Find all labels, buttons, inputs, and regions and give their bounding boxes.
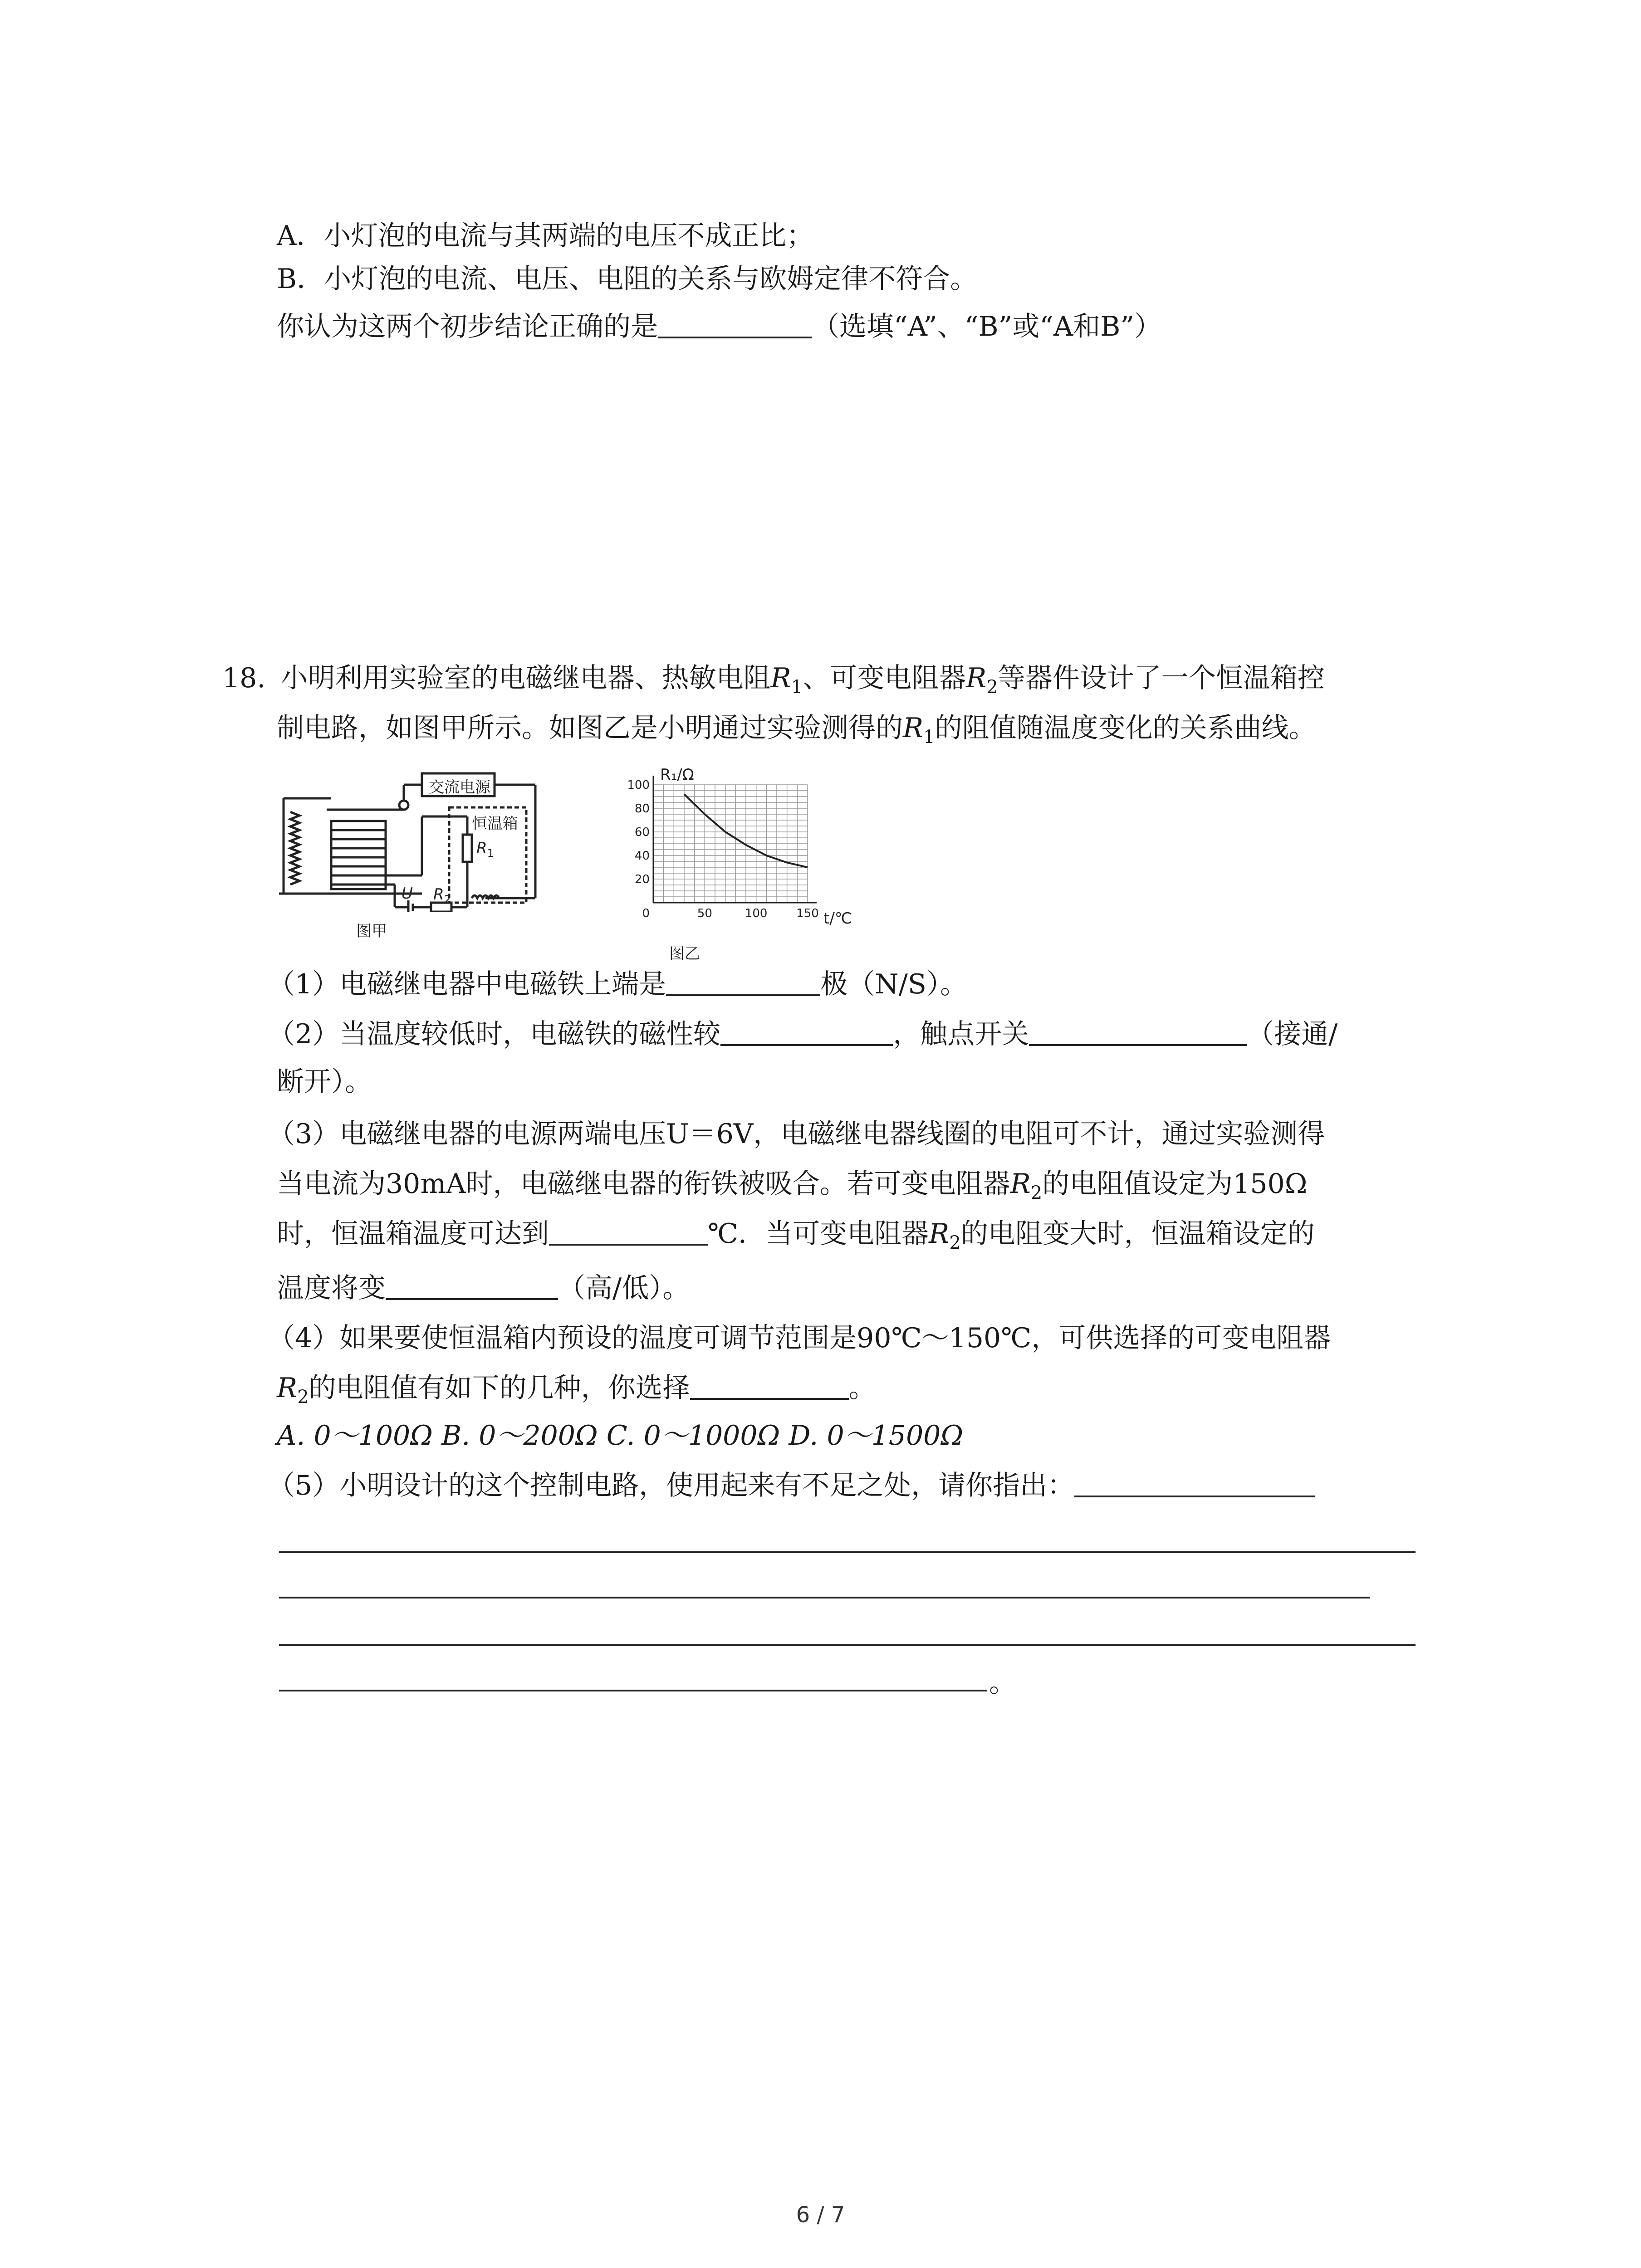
q18-part3-line1: （3）电磁继电器的电源两端电压U＝6V，电磁继电器线圈的电阻可不计，通过实验测得 bbox=[268, 1118, 1325, 1150]
y-tick-label: 40 bbox=[634, 849, 650, 863]
q18-part3-line2 bbox=[277, 1166, 1308, 1211]
q18-part3-line4 bbox=[277, 1270, 690, 1306]
q18-part4-line1: （4）如果要使恒温箱内预设的温度可调节范围是90℃～150℃，可供选择的可变电阻器 bbox=[268, 1322, 1331, 1354]
part3-c-tail: 的电阻变大时，恒温箱设定的 bbox=[960, 1218, 1315, 1250]
part2-hint: （接通/ bbox=[1247, 1018, 1338, 1050]
answer-line-2[interactable] bbox=[279, 1597, 1370, 1598]
prev-question-text: 你认为这两个初步结论正确的是 bbox=[277, 311, 658, 342]
power-supply-label: 交流电源 bbox=[429, 778, 490, 797]
figure-b-chart bbox=[622, 766, 852, 963]
part1-hint: 极（N/S）。 bbox=[820, 968, 968, 1000]
r1-temperature-chart bbox=[622, 767, 848, 930]
part2-text: （2）当温度较低时，电磁铁的磁性较 bbox=[268, 1018, 721, 1050]
conclusion-b: B．小灯泡的电流、电压、电阻的关系与欧姆定律不符合。 bbox=[277, 263, 978, 295]
r2-symbol-3: R bbox=[1010, 1168, 1031, 1200]
q18-part4-line2 bbox=[277, 1370, 876, 1415]
r1-subscript: 1 bbox=[791, 677, 803, 698]
figure-a-circuit bbox=[272, 762, 563, 940]
part3-c-mid: ℃．当可变电阻器 bbox=[708, 1218, 929, 1250]
chart-y-label: R₁/Ω bbox=[660, 766, 694, 784]
answer-blank-pole[interactable] bbox=[666, 967, 820, 996]
answer-blank-resistor-choice[interactable] bbox=[690, 1371, 849, 1400]
part3-d-hint: （高/低）。 bbox=[558, 1272, 690, 1304]
q18-part1 bbox=[268, 966, 967, 1002]
q18-part4-options: A. 0～100Ω B. 0～200Ω C. 0～1000Ω D. 0～1500Ω bbox=[277, 1420, 964, 1452]
circuit-diagram bbox=[272, 762, 563, 912]
figure-a-caption: 图甲 bbox=[356, 922, 387, 940]
q18-stem-part1: 小明利用实验室的电磁继电器、热敏电阻 bbox=[280, 662, 771, 694]
y-tick-label: 60 bbox=[634, 826, 650, 839]
q18-line1 bbox=[222, 660, 1325, 705]
prev-question-hint: （选填“A”、“B”或“A和B”） bbox=[812, 311, 1162, 342]
q18-part2 bbox=[268, 1016, 1337, 1052]
r1-subscript-2: 1 bbox=[923, 727, 935, 748]
answer-blank-temperature[interactable] bbox=[549, 1217, 708, 1246]
thermostat-box-label: 恒温箱 bbox=[472, 815, 518, 833]
answer-blank-magnetism[interactable] bbox=[720, 1017, 893, 1046]
q18-stem-line2-b: 的阻值随温度变化的关系曲线。 bbox=[935, 712, 1316, 744]
r2-subscript-4: 2 bbox=[949, 1232, 961, 1253]
chart-x-label: t/℃ bbox=[823, 909, 852, 928]
r2-symbol-5: R bbox=[277, 1372, 298, 1404]
u-label: U bbox=[402, 885, 413, 903]
r1-label: $R_1$ bbox=[476, 839, 494, 860]
x-tick-label: 150 bbox=[796, 907, 819, 920]
prev-question-line bbox=[277, 308, 1161, 345]
r1-symbol: R bbox=[770, 662, 791, 694]
answer-blank-prev[interactable] bbox=[658, 309, 812, 338]
q18-stem-part2: 、可变电阻器 bbox=[803, 662, 966, 694]
r2-subscript-3: 2 bbox=[1030, 1183, 1043, 1203]
page-number: 6 / 7 bbox=[796, 2202, 845, 2228]
r2-symbol-4: R bbox=[929, 1218, 950, 1250]
part4-b-text: 的电阻值有如下的几种，你选择 bbox=[309, 1372, 690, 1404]
part1-text: （1）电磁继电器中电磁铁上端是 bbox=[268, 968, 666, 1000]
y-tick-label: 80 bbox=[634, 802, 650, 816]
q18-line2 bbox=[277, 710, 1316, 755]
r2-label: $R_2$ bbox=[433, 885, 451, 906]
figure-b-caption: 图乙 bbox=[669, 945, 700, 963]
part2-mid: ，触点开关 bbox=[893, 1018, 1029, 1050]
part3-b-tail: 的电阻值设定为150Ω bbox=[1042, 1168, 1308, 1200]
answer-line-4[interactable] bbox=[279, 1690, 987, 1691]
answer-line-1[interactable] bbox=[279, 1551, 1416, 1553]
x-tick-label: 100 bbox=[745, 907, 768, 920]
q18-number: 18. bbox=[222, 662, 266, 694]
q18-part2-line2: 断开）。 bbox=[277, 1066, 372, 1098]
q18-part5 bbox=[268, 1467, 1315, 1504]
conclusion-a: A．小灯泡的电流与其两端的电压不成正比； bbox=[277, 220, 814, 252]
origin-label: 0 bbox=[642, 907, 650, 920]
q18-stem-part3: 等器件设计了一个恒温箱控 bbox=[998, 662, 1325, 694]
y-tick-label: 20 bbox=[634, 873, 650, 886]
part3-c-text: 时，恒温箱温度可达到 bbox=[277, 1218, 549, 1250]
part3-d-text: 温度将变 bbox=[277, 1272, 386, 1304]
answer-line-4-end: 。 bbox=[989, 1667, 1016, 1699]
y-tick-label: 100 bbox=[627, 778, 650, 792]
answer-blank-switch[interactable] bbox=[1029, 1017, 1247, 1046]
r2-symbol: R bbox=[966, 662, 987, 694]
r2-subscript: 2 bbox=[986, 677, 998, 698]
answer-blank-shortcoming[interactable] bbox=[1074, 1468, 1315, 1497]
answer-blank-high-low[interactable] bbox=[386, 1271, 558, 1300]
r2-subscript-5: 2 bbox=[297, 1387, 309, 1408]
part5-text: （5）小明设计的这个控制电路，使用起来有不足之处，请你指出： bbox=[268, 1470, 1075, 1501]
x-tick-label: 50 bbox=[697, 907, 712, 920]
r1-symbol-2: R bbox=[903, 712, 924, 744]
part4-b-end: 。 bbox=[848, 1372, 876, 1404]
answer-line-3[interactable] bbox=[279, 1644, 1416, 1646]
q18-stem-line2-a: 制电路，如图甲所示。如图乙是小明通过实验测得的 bbox=[277, 712, 903, 744]
part3-b-text: 当电流为30mA时，电磁继电器的衔铁被吸合。若可变电阻器 bbox=[277, 1168, 1010, 1200]
q18-part3-line3 bbox=[277, 1216, 1315, 1261]
